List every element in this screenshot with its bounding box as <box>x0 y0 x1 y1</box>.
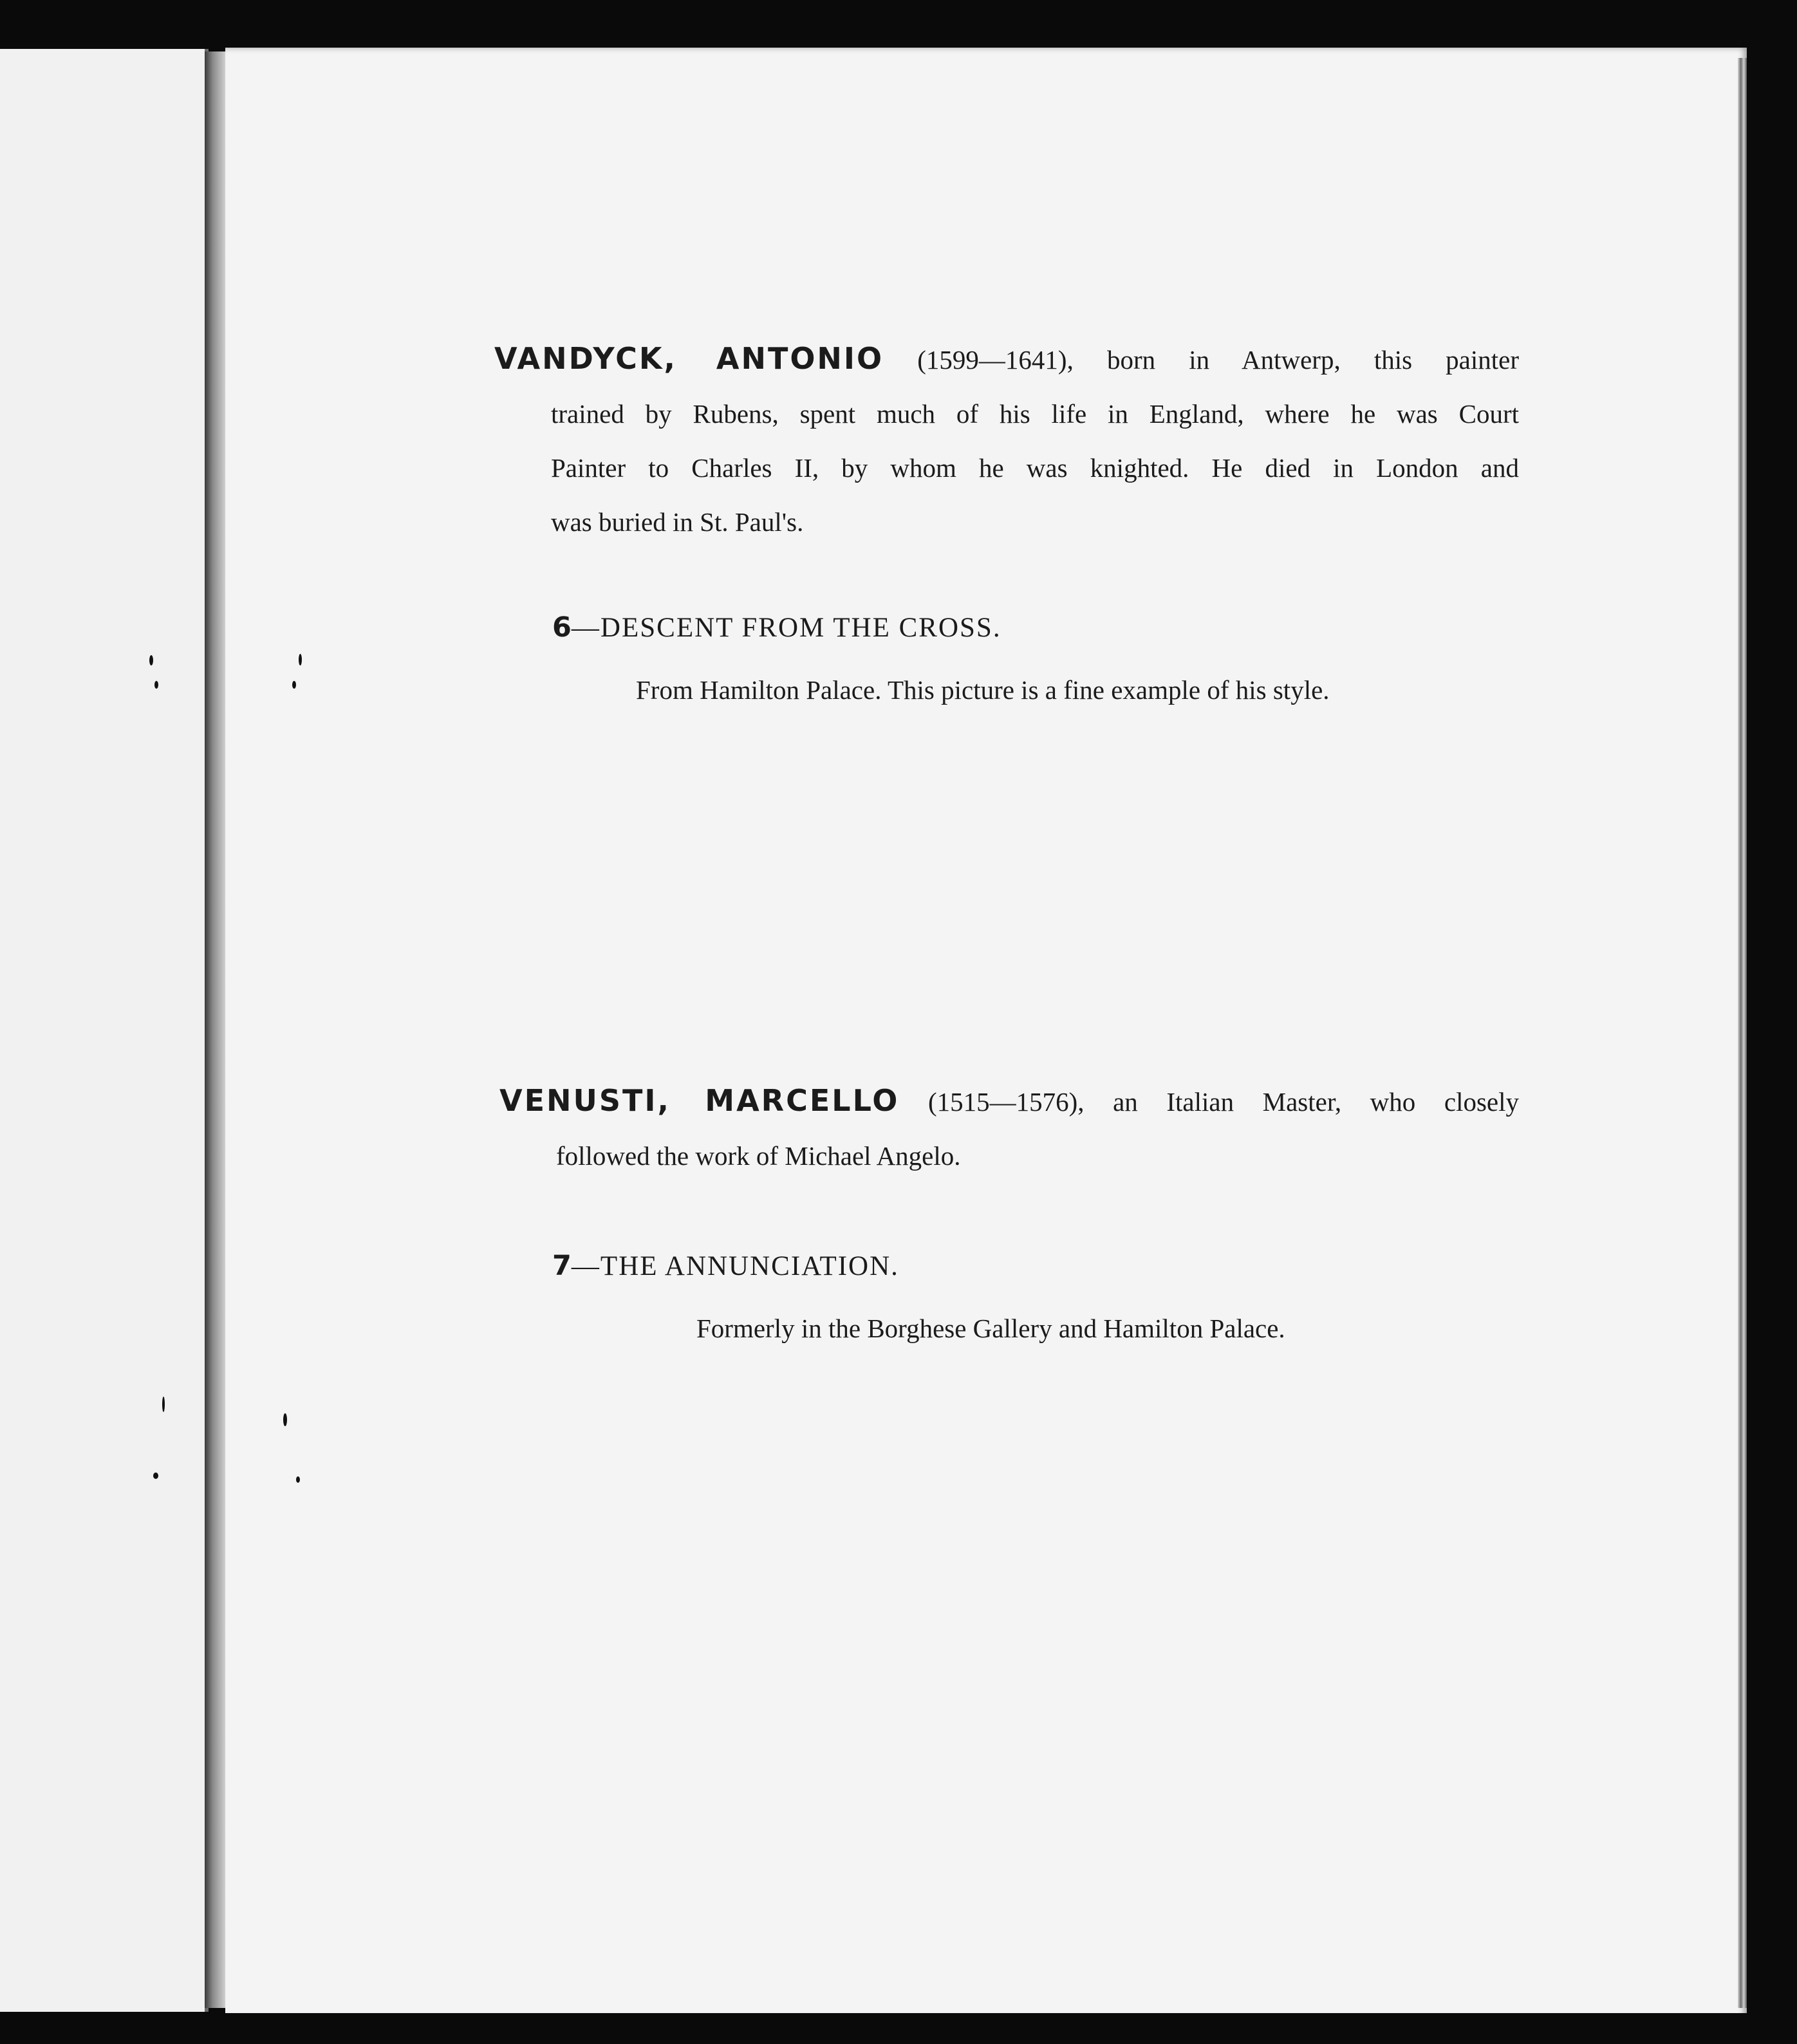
body-line: was buried in St. Paul's. <box>551 507 804 537</box>
entry-body <box>499 1129 1519 1183</box>
binding-mark <box>153 1473 158 1479</box>
heading-text: an Italian Master, who closely <box>1113 1087 1520 1117</box>
work-title-line <box>552 611 1001 644</box>
entry-heading <box>494 331 1519 387</box>
artist-entry-vandyck <box>494 331 1519 549</box>
artist-name: VENUSTI, MARCELLO <box>499 1083 900 1118</box>
work-number: 7 <box>552 1250 572 1282</box>
binding-mark <box>154 681 158 689</box>
work-provenance-note: Formerly in the Borghese Gallery and Hamilton Palace. <box>696 1314 1285 1343</box>
page-stack-edge <box>1738 58 1747 2008</box>
binding-mark <box>149 655 153 665</box>
binding-mark <box>296 1476 300 1483</box>
binding-mark <box>299 654 302 665</box>
artist-entry-venusti <box>499 1073 1519 1183</box>
artist-dates: (1599—1641), <box>917 345 1074 375</box>
work-provenance-note: From Hamilton Palace. This picture is a fine example of his style. <box>636 675 1330 705</box>
body-line: Painter to Charles II, by whom he was knighted. He died in London and <box>551 453 1519 483</box>
work-title: —DESCENT FROM THE CROSS. <box>571 613 1001 643</box>
body-line: trained by Rubens, spent much of his life in England, where he was Court <box>551 399 1519 429</box>
book-gutter <box>205 51 225 2008</box>
binding-mark <box>283 1413 287 1426</box>
heading-text: born in Antwerp, this painter <box>1106 345 1520 375</box>
entry-heading <box>499 1073 1519 1129</box>
body-line: followed the work of Michael Angelo. <box>556 1141 961 1171</box>
left-page-edge <box>0 49 209 2012</box>
artist-name: VANDYCK, ANTONIO <box>494 341 884 376</box>
work-number: 6 <box>552 611 572 644</box>
binding-mark <box>162 1397 165 1412</box>
artist-dates: (1515—1576), <box>927 1087 1085 1117</box>
work-title: —THE ANNUNCIATION. <box>571 1251 899 1281</box>
entry-body <box>494 387 1519 549</box>
binding-mark <box>292 681 296 689</box>
work-title-line <box>552 1250 899 1282</box>
